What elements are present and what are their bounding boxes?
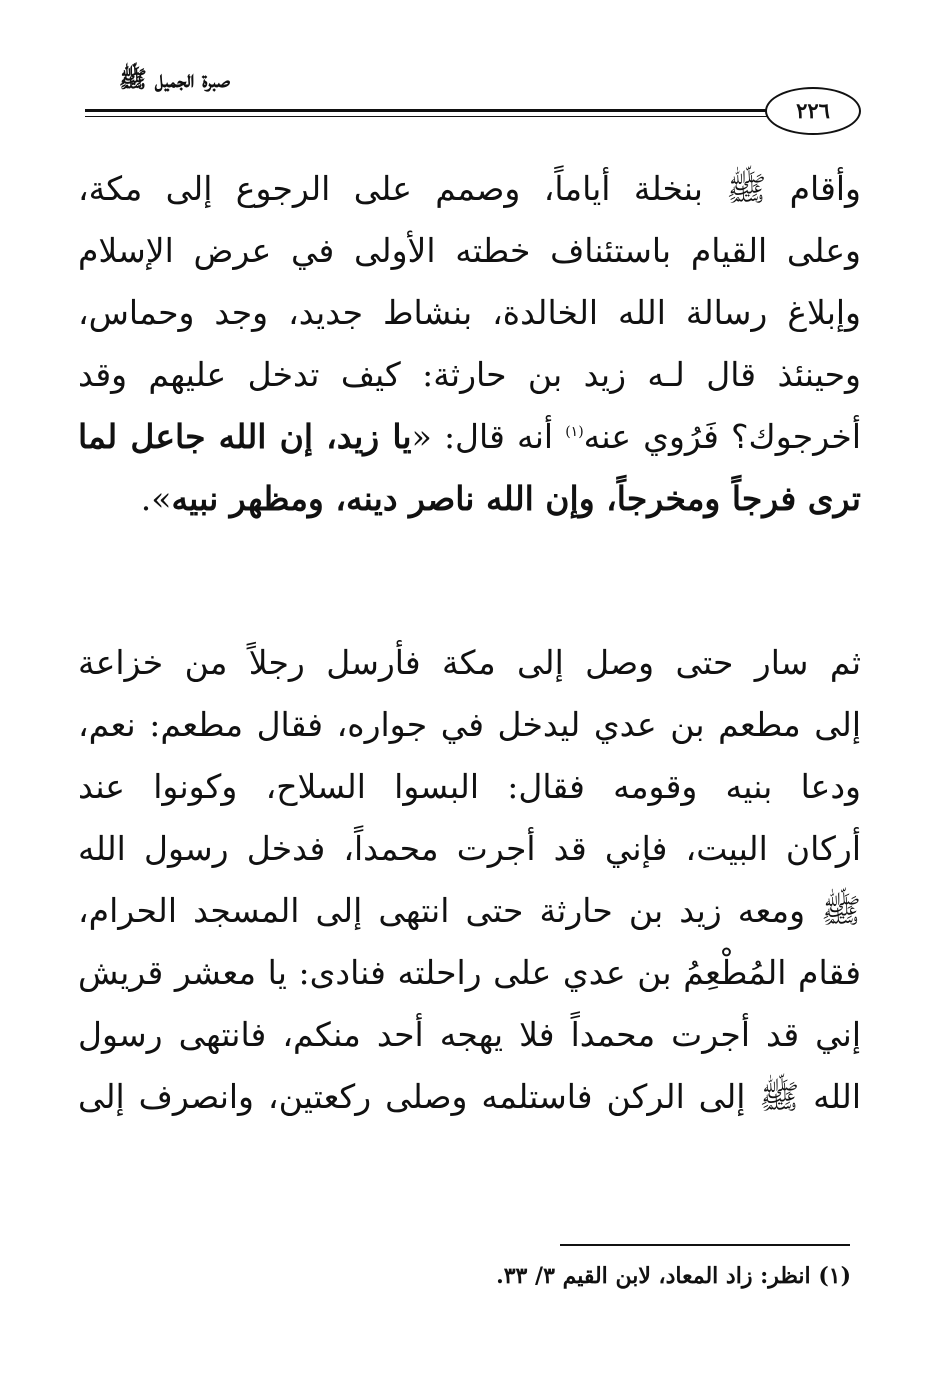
- page-number-badge: ٢٢٦: [765, 87, 861, 135]
- text-line: إلى مطعم بن عدي ليدخل في جواره، فقال مطعم: نعم،: [78, 705, 861, 744]
- text-segment: ».: [140, 479, 172, 518]
- footnote-separator: [560, 1244, 850, 1246]
- text-line-with-quote: [78, 406, 861, 468]
- text-line: ﷺ ومعه زيد بن حارثة حتى انتهى إلى المسجد الحرام،: [78, 891, 861, 930]
- text-segment: أنه قال: «: [411, 417, 566, 456]
- quote-bold-segment: ترى فرجاً ومخرجاً، وإن الله ناصر دينه، ومظهر نبيه: [171, 479, 861, 518]
- running-title: صبرة الجميل ﷺ: [118, 66, 230, 93]
- header-rule-thin: [85, 116, 768, 117]
- footnote-marker: (١): [565, 424, 584, 440]
- text-line: ثم سار حتى وصل إلى مكة فأرسل رجلاً من خزاعة: [78, 643, 861, 682]
- text-line: ودعا بنيه وقومه فقال: البسوا السلاح، وكونوا عند: [78, 767, 861, 806]
- header-rule-thick: [85, 109, 768, 112]
- quote-bold-segment: يا زيد، إن الله جاعل لما: [78, 417, 412, 456]
- paragraph-1: [78, 158, 861, 530]
- text-line: وحينئذ قال لـه زيد بن حارثة: كيف تدخل عليهم وقد: [78, 355, 861, 394]
- footnote: (١) انظر: زاد المعاد، لابن القيم ٣/ ٣٣.: [496, 1263, 851, 1289]
- text-segment: أخرجوك؟ فَرُوي عنه: [583, 417, 861, 456]
- text-line: وإبلاغ رسالة الله الخالدة، بنشاط جديد، وجد وحماس،: [78, 293, 861, 332]
- text-line-quote-end: [78, 468, 861, 530]
- text-line: وأقام ﷺ بنخلة أياماً، وصمم على الرجوع إلى مكة،: [78, 169, 861, 208]
- text-line: أركان البيت، فإني قد أجرت محمداً، فدخل رسول الله: [78, 829, 861, 868]
- text-line: الله ﷺ إلى الركن فاستلمه وصلى ركعتين، وانصرف إلى: [78, 1077, 861, 1116]
- text-line: فقام المُطْعِمُ بن عدي على راحلته فنادى: يا معشر قريش: [78, 953, 861, 992]
- paragraph-2: [78, 632, 861, 1128]
- text-line: وعلى القيام باستئناف خطته الأولى في عرض الإسلام: [78, 231, 861, 270]
- text-line: إني قد أجرت محمداً فلا يهجه أحد منكم، فانتهى رسول: [78, 1015, 861, 1054]
